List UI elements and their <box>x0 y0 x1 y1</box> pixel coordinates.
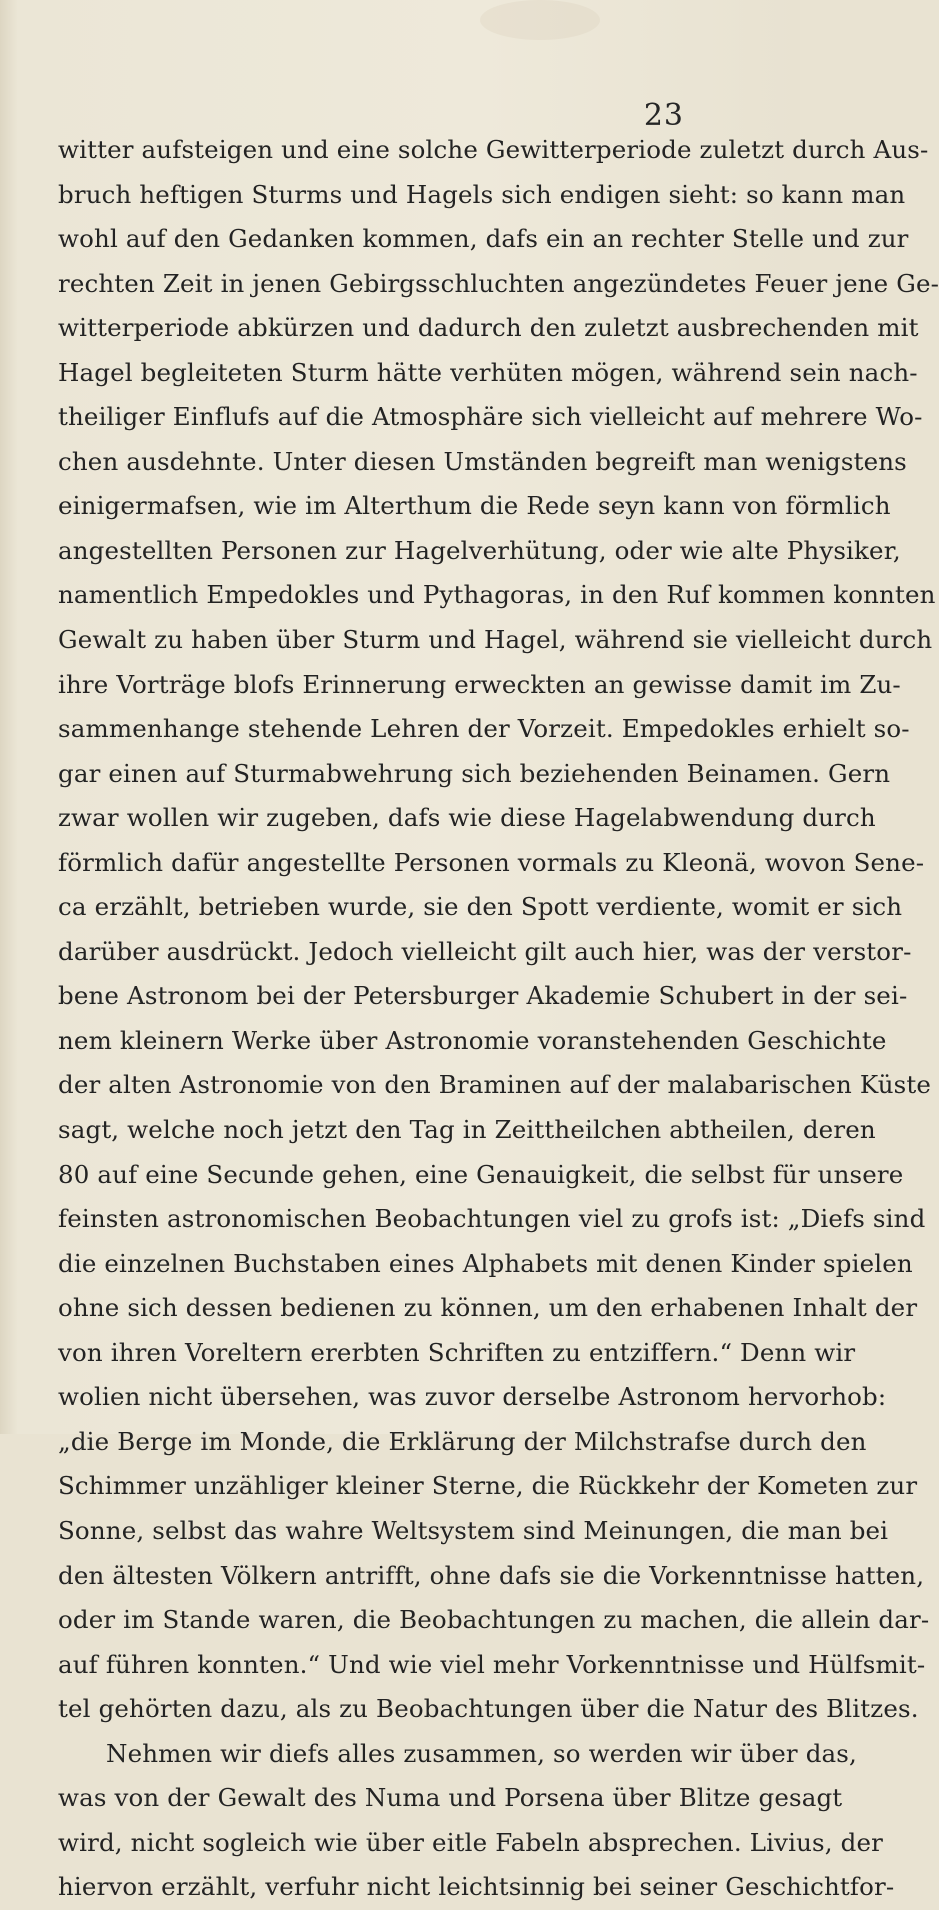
text-line: darüber ausdrückt. Jedoch vielleicht gilt auch hier, was der verstor- <box>58 936 912 966</box>
text-line: die einzelnen Buchstaben eines Alphabets mit denen Kinder spielen <box>58 1248 913 1278</box>
text-line: Hagel begleiteten Sturm hätte verhüten mögen, während sein nach- <box>58 357 918 387</box>
text-line: witter aufsteigen und eine solche Gewitterperiode zuletzt durch Aus- <box>58 135 929 164</box>
text-line: namentlich Empedokles und Pythagoras, in den Ruf kommen konnten <box>58 580 936 610</box>
text-line: bene Astronom bei der Petersburger Akademie Schubert in der sei- <box>58 981 908 1011</box>
page-number: 23 <box>643 98 684 133</box>
text-line: gar einen auf Sturmabwehrung sich beziehenden Beinamen. Gern <box>58 758 891 788</box>
text-line: einigermafsen, wie im Alterthum die Rede seyn kann von förmlich <box>58 491 891 521</box>
text-line: chen ausdehnte. Unter diesen Umständen begreift man wenigstens <box>58 446 907 476</box>
text-line: angestellten Personen zur Hagelverhütung, oder wie alte Physiker, <box>58 535 901 565</box>
text-line: tel gehörten dazu, als zu Beobachtungen über die Natur des Blitzes. <box>58 1694 919 1724</box>
text-line: rechten Zeit in jenen Gebirgsschluchten angezündetes Feuer jene Ge- <box>58 268 939 298</box>
text-line: wolien nicht übersehen, was zuvor derselbe Astronom hervorhob: <box>58 1382 887 1412</box>
text-line: den ältesten Völkern antrifft, ohne dafs sie die Vorkenntnisse hatten, <box>58 1560 925 1590</box>
text-line: feinsten astronomischen Beobachtungen viel zu grofs ist: „Diefs sind <box>58 1204 926 1234</box>
text-line: der alten Astronomie von den Braminen auf der malabarischen Küste <box>58 1070 932 1100</box>
text-line: zwar wollen wir zugeben, dafs wie diese Hagelabwendung durch <box>58 803 876 833</box>
text-line: ca erzählt, betrieben wurde, sie den Spott verdiente, womit er sich <box>58 892 903 922</box>
text-line: sammenhange stehende Lehren der Vorzeit. Empedokles erhielt so- <box>58 714 910 744</box>
text-line: theiliger Einflufs auf die Atmosphäre sich vielleicht auf mehrere Wo- <box>58 402 923 432</box>
text-line: wohl auf den Gedanken kommen, dafs ein an rechter Stelle und zur <box>58 224 909 254</box>
text-line: Schimmer unzähliger kleiner Sterne, die Rückkehr der Kometen zur <box>58 1471 918 1501</box>
paper-stain <box>480 0 600 40</box>
text-line: was von der Gewalt des Numa und Porsena über Blitze gesagt <box>58 1783 843 1813</box>
text-line: witterperiode abkürzen und dadurch den zuletzt ausbrechenden mit <box>58 313 919 343</box>
text-line: wird, nicht sogleich wie über eitle Fabeln absprechen. Livius, der <box>58 1827 883 1857</box>
text-line: Nehmen wir diefs alles zusammen, so werden wir über das, <box>106 1738 857 1768</box>
text-line: ohne sich dessen bedienen zu können, um den erhabenen Inhalt der <box>58 1293 918 1323</box>
text-line: bruch heftigen Sturms und Hagels sich endigen sieht: so kann man <box>58 179 906 209</box>
text-line: Sonne, selbst das wahre Weltsystem sind Meinungen, die man bei <box>58 1515 889 1545</box>
text-line: Gewalt zu haben über Sturm und Hagel, während sie vielleicht durch <box>58 625 933 655</box>
text-line: sagt, welche noch jetzt den Tag in Zeittheilchen abtheilen, deren <box>58 1115 876 1145</box>
text-line: von ihren Voreltern ererbten Schriften zu entziffern.“ Denn wir <box>58 1337 856 1367</box>
text-line: ihre Vorträge blofs Erinnerung erweckten an gewisse damit im Zu- <box>58 669 901 699</box>
text-line: nem kleinern Werke über Astronomie voranstehenden Geschichte <box>58 1025 887 1055</box>
text-line: hiervon erzählt, verfuhr nicht leichtsinnig bei seiner Geschichtfor- <box>58 1872 895 1902</box>
text-line: 80 auf eine Secunde gehen, eine Genauigkeit, die selbst für unsere <box>58 1159 904 1189</box>
text-line: auf führen konnten.“ Und wie viel mehr Vorkenntnisse und Hülfsmit- <box>58 1649 926 1679</box>
body-text <box>58 128 939 1910</box>
text-line: „die Berge im Monde, die Erklärung der Milchstrafse durch den <box>58 1426 867 1456</box>
text-line: oder im Stande waren, die Beobachtungen zu machen, die allein dar- <box>58 1605 930 1635</box>
text-line: förmlich dafür angestellte Personen vormals zu Kleonä, wovon Sene- <box>58 847 925 877</box>
